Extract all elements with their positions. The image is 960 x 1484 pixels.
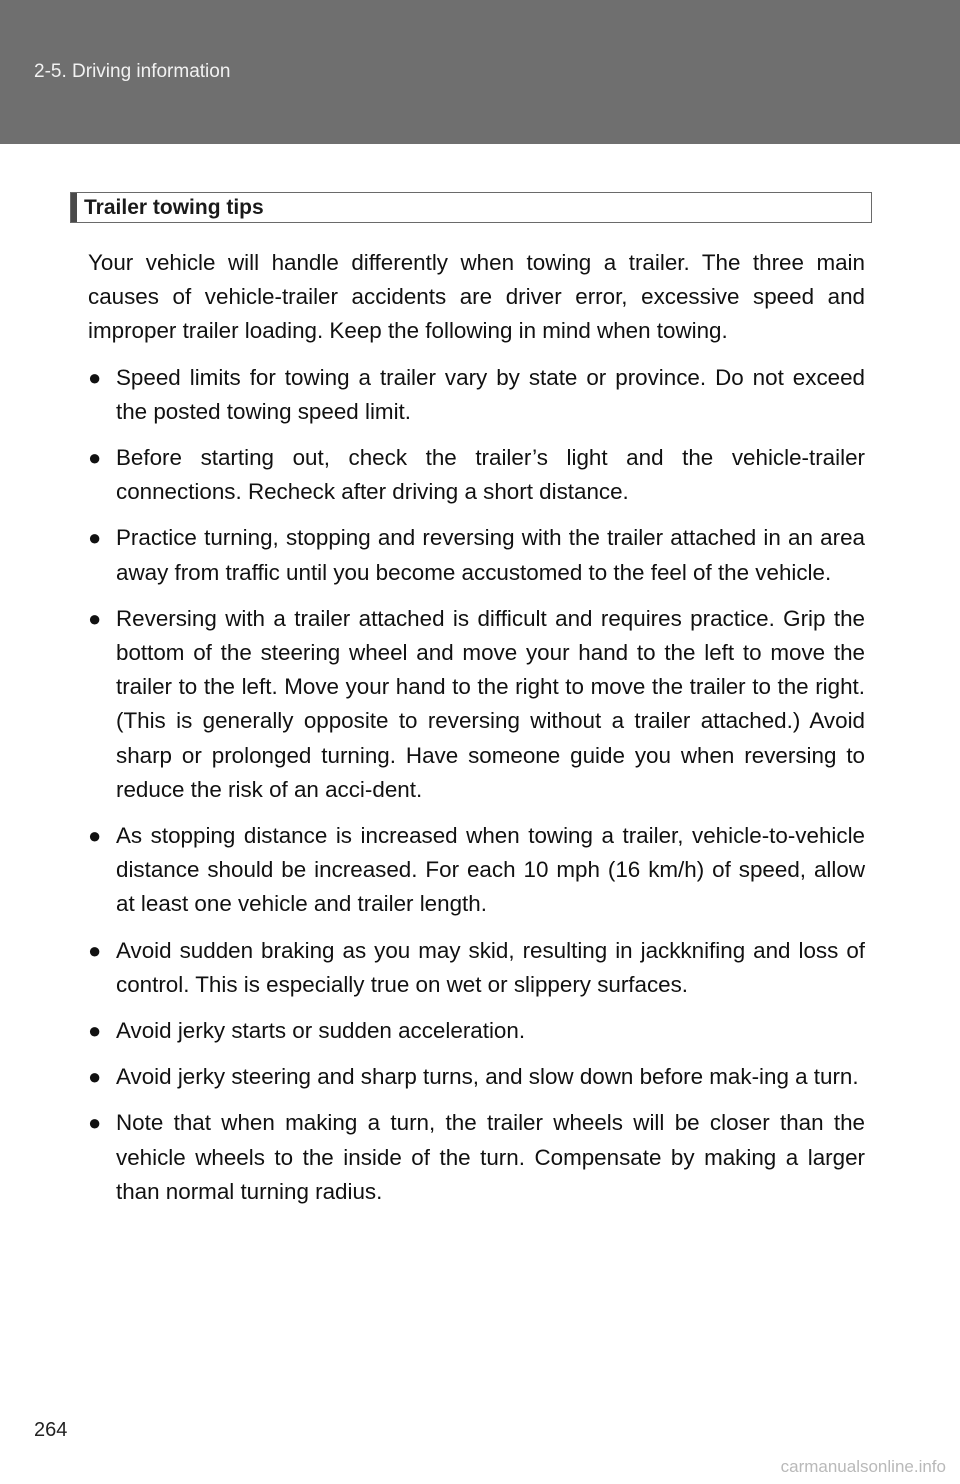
list-item-text: Reversing with a trailer attached is difficult and requires practice. Grip the bottom of the steering wheel and move your hand to the left to move the trailer to the left. Move your hand to the right to move the trailer to the right. (This is generally opposite to reversing without a trailer attached.) Avoid sharp or prolonged turning. Have someone guide you when reversing to reduce the risk of an acci-dent. (116, 605, 865, 802)
site-watermark: carmanualsonline.info (780, 1457, 946, 1476)
list-item (88, 1014, 865, 1048)
header-band (0, 0, 960, 144)
list-item-text: Note that when making a turn, the trailer wheels will be closer than the vehicle wheels to the inside of the turn. Compensate by making a larger than normal turning radius. (116, 1110, 865, 1204)
bullet-icon: ● (88, 605, 102, 631)
tips-list (88, 361, 865, 1209)
bullet-icon: ● (88, 823, 102, 849)
list-item-text: As stopping distance is increased when towing a trailer, vehicle-to-vehicle distance should be increased. For each 10 mph (16 km/h) of speed, allow at least one vehicle and trailer length. (116, 823, 865, 917)
list-item (88, 1060, 865, 1094)
list-item (88, 521, 865, 589)
list-item (88, 1106, 865, 1209)
section-reference: 2-5. Driving information (34, 61, 231, 82)
topic-title: Trailer towing tips (84, 196, 264, 219)
list-item (88, 819, 865, 922)
list-item (88, 361, 865, 429)
list-item (88, 602, 865, 807)
list-item-text: Avoid jerky starts or sudden acceleration. (116, 1018, 526, 1044)
bullet-icon: ● (88, 1018, 102, 1044)
topic-heading-bar (70, 192, 872, 223)
list-item-text: Practice turning, stopping and reversing with the trailer attached in an area away from traffic until you become accustomed to the feel of the vehicle. (116, 525, 865, 585)
bullet-icon: ● (88, 1064, 102, 1090)
intro-paragraph: Your vehicle will handle differently when towing a trailer. The three main causes of vehicle-trailer accidents are driver error, excessive speed and improper trailer loading. Keep the following in mind when towing. (88, 250, 865, 344)
content-body (88, 246, 865, 1209)
page-number: 264 (34, 1419, 68, 1441)
list-item (88, 441, 865, 509)
list-item (88, 934, 865, 1002)
bullet-icon: ● (88, 937, 102, 963)
bullet-icon: ● (88, 1110, 102, 1136)
list-item-text: Speed limits for towing a trailer vary by state or province. Do not exceed the posted towing speed limit. (116, 364, 865, 424)
bullet-icon: ● (88, 364, 102, 390)
bullet-icon: ● (88, 525, 102, 551)
list-item-text: Avoid sudden braking as you may skid, resulting in jackknifing and loss of control. This is especially true on wet or slippery surfaces. (116, 937, 865, 997)
bullet-icon: ● (88, 445, 102, 471)
heading-accent (71, 193, 77, 222)
list-item-text: Avoid jerky steering and sharp turns, and slow down before mak-ing a turn. (116, 1064, 859, 1090)
list-item-text: Before starting out, check the trailer’s light and the vehicle-trailer connections. Recheck after driving a short distance. (116, 445, 865, 505)
